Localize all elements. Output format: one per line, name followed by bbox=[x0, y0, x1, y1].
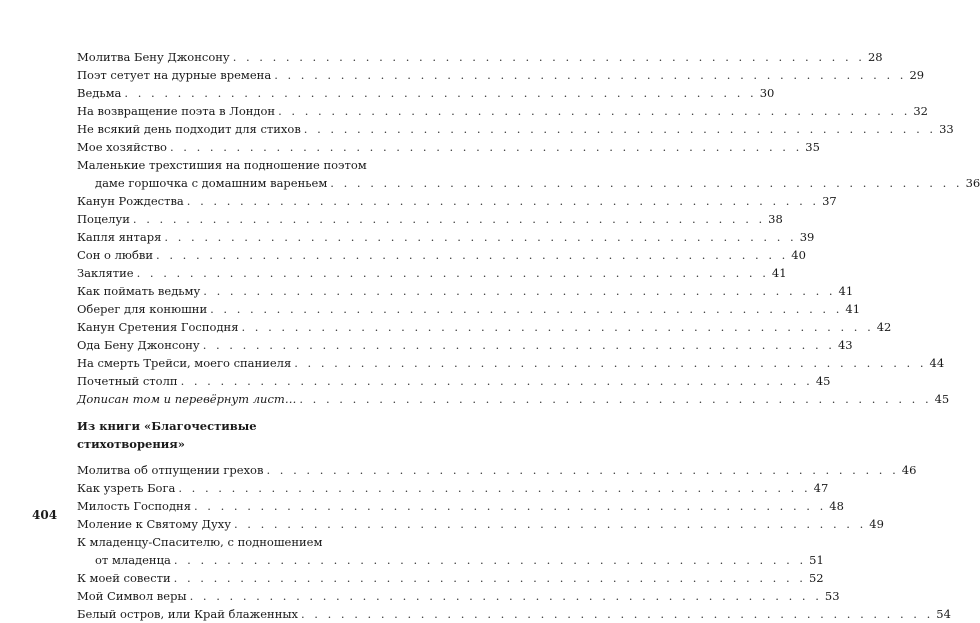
entry-page-number: 45 bbox=[815, 374, 831, 388]
toc-entry bbox=[77, 300, 861, 318]
entry-page-number: 29 bbox=[909, 68, 925, 82]
entry-page-number: 28 bbox=[867, 50, 883, 64]
entry-title: Молитва об отпущении грехов bbox=[77, 463, 264, 477]
dot-leader: . . . . . . . . . . . . . . . . . . . . . . . . . . . . . . . . . . . . . . . . . . . . . . . . bbox=[266, 463, 899, 477]
toc-entry bbox=[77, 264, 787, 282]
dot-leader: . . . . . . . . . . . . . . . . . . . . . . . . . . . . . . . . . . . . . . . . . . . . . . . . bbox=[301, 607, 934, 621]
toc-entry bbox=[77, 84, 775, 102]
entry-title-line1: К младенцу-Спасителю, с подношением bbox=[77, 535, 323, 549]
entry-page-number: 32 bbox=[913, 104, 928, 118]
entry-page-number: 37 bbox=[822, 194, 837, 208]
entry-page-number: 44 bbox=[929, 356, 945, 370]
entry-page-number: 41 bbox=[845, 302, 861, 316]
entry-title: Канун Рождества bbox=[77, 194, 184, 208]
entry-page-number: 47 bbox=[813, 481, 829, 495]
dot-leader: . . . . . . . . . . . . . . . . . . . . . . . . . . . . . . . . . . . . . . . . . . . . . . . . bbox=[241, 320, 874, 334]
dot-leader: . . . . . . . . . . . . . . . . . . . . . . . . . . . . . . . . . . . . . . . . . . . . . . . . bbox=[294, 356, 927, 370]
entry-page-number: 40 bbox=[791, 248, 806, 262]
entry-second-line bbox=[77, 174, 980, 192]
toc-entry bbox=[77, 390, 950, 408]
entry-title: Оберег для конюшни bbox=[77, 302, 208, 316]
entry-page-number: 33 bbox=[939, 122, 954, 136]
entry-page-number: 53 bbox=[824, 589, 840, 603]
entry-title: Ведьма bbox=[77, 86, 122, 100]
section-heading: Из книги «Благочестивые стихотворения» bbox=[77, 419, 257, 451]
entry-title: Белый остров, или Край блаженных bbox=[77, 607, 298, 621]
toc-entry bbox=[77, 479, 829, 497]
entry-page-number: 45 bbox=[934, 392, 950, 406]
dot-leader: . . . . . . . . . . . . . . . . . . . . . . . . . . . . . . . . . . . . . . . . . . . . . . . . bbox=[186, 194, 820, 208]
entry-title: К моей совести bbox=[77, 571, 171, 585]
entry-title: Как узреть Бога bbox=[77, 481, 176, 495]
table-of-contents bbox=[77, 48, 980, 623]
entry-title-line2: от младенца bbox=[95, 553, 171, 567]
entry-page-number: 41 bbox=[838, 284, 854, 298]
entry-page-number: 38 bbox=[768, 212, 783, 226]
entry-page-number: 39 bbox=[799, 230, 815, 244]
toc-entry bbox=[77, 192, 837, 210]
dot-leader: . . . . . . . . . . . . . . . . . . . . . . . . . . . . . . . . . . . . . . . . . . . . . . . . bbox=[203, 284, 836, 298]
toc-entry bbox=[77, 587, 840, 605]
dot-leader: . . . . . . . . . . . . . . . . . . . . . . . . . . . . . . . . . . . . . . . . . . . . . . . . bbox=[303, 122, 937, 136]
entry-title: Ода Бену Джонсону bbox=[77, 338, 200, 352]
entry-page-number: 52 bbox=[808, 571, 824, 585]
toc-entry bbox=[77, 336, 853, 354]
dot-leader: . . . . . . . . . . . . . . . . . . . . . . . . . . . . . . . . . . . . . . . . . . . . . . . . bbox=[232, 50, 865, 64]
toc-entry bbox=[77, 605, 951, 623]
dot-leader: . . . . . . . . . . . . . . . . . . . . . . . . . . . . . . . . . . . . . . . . . . . . . . . . bbox=[124, 86, 757, 100]
toc-entry bbox=[77, 246, 806, 264]
entry-title: Почетный столп bbox=[77, 374, 178, 388]
dot-leader: . . . . . . . . . . . . . . . . . . . . . . . . . . . . . . . . . . . . . . . . . . . . . . . . bbox=[178, 481, 811, 495]
entry-title: Капля янтаря bbox=[77, 230, 162, 244]
dot-leader: . . . . . . . . . . . . . . . . . . . . . . . . . . . . . . . . . . . . . . . . . . . . . . . . bbox=[210, 302, 843, 316]
entry-title: Сон о любви bbox=[77, 248, 154, 262]
entry-title: Канун Сретения Господня bbox=[77, 320, 239, 334]
entry-title: Моление к Святому Духу bbox=[77, 517, 231, 531]
dot-leader: . . . . . . . . . . . . . . . . . . . . . . . . . . . . . . . . . . . . . . . . . . . . . . . . bbox=[173, 553, 807, 567]
toc-entry bbox=[77, 497, 844, 515]
toc-entry bbox=[77, 228, 815, 246]
dot-leader: . . . . . . . . . . . . . . . . . . . . . . . . . . . . . . . . . . . . . . . . . . . . . . . . bbox=[234, 517, 867, 531]
entry-title: Милость Господня bbox=[77, 499, 191, 513]
dot-leader: . . . . . . . . . . . . . . . . . . . . . . . . . . . . . . . . . . . . . . . . . . . . . . . . bbox=[299, 392, 932, 406]
entry-page-number: 49 bbox=[869, 517, 884, 531]
entry-title: На возвращение поэта в Лондон bbox=[77, 104, 276, 118]
toc-entry bbox=[77, 318, 892, 336]
entry-page-number: 46 bbox=[901, 463, 917, 477]
entry-page-number: 51 bbox=[809, 553, 824, 567]
toc-entry bbox=[77, 461, 917, 479]
toc-entry bbox=[77, 282, 854, 300]
entry-title: На смерть Трейси, моего спаниеля bbox=[77, 356, 292, 370]
dot-leader: . . . . . . . . . . . . . . . . . . . . . . . . . . . . . . . . . . . . . . . . . . . . . . . . bbox=[164, 230, 797, 244]
dot-leader: . . . . . . . . . . . . . . . . . . . . . . . . . . . . . . . . . . . . . . . . . . . . . . . . bbox=[156, 248, 789, 262]
dot-leader: . . . . . . . . . . . . . . . . . . . . . . . . . . . . . . . . . . . . . . . . . . . . . . . . bbox=[173, 571, 806, 585]
entry-page-number: 36 bbox=[965, 176, 980, 190]
dot-leader: . . . . . . . . . . . . . . . . . . . . . . . . . . . . . . . . . . . . . . . . . . . . . . . . bbox=[330, 176, 963, 190]
toc-entry bbox=[77, 372, 831, 390]
entry-title: Не всякий день подходит для стихов bbox=[77, 122, 301, 136]
toc-entry bbox=[77, 102, 928, 120]
entry-second-line bbox=[77, 551, 824, 569]
toc-entry bbox=[77, 138, 820, 156]
dot-leader: . . . . . . . . . . . . . . . . . . . . . . . . . . . . . . . . . . . . . . . . . . . . . . . . bbox=[278, 104, 911, 118]
entry-title: Молитва Бену Джонсону bbox=[77, 50, 230, 64]
entry-title-line2: даме горшочка с домашним вареньем bbox=[95, 176, 328, 190]
dot-leader: . . . . . . . . . . . . . . . . . . . . . . . . . . . . . . . . . . . . . . . . . . . . . . . . bbox=[132, 212, 766, 226]
entry-page-number: 54 bbox=[936, 607, 951, 621]
entry-page-number: 48 bbox=[829, 499, 844, 513]
dot-leader: . . . . . . . . . . . . . . . . . . . . . . . . . . . . . . . . . . . . . . . . . . . . . . . . bbox=[180, 374, 813, 388]
entry-title: Мой Символ веры bbox=[77, 589, 187, 603]
toc-entry bbox=[77, 354, 945, 372]
dot-leader: . . . . . . . . . . . . . . . . . . . . . . . . . . . . . . . . . . . . . . . . . . . . . . . . bbox=[202, 338, 835, 352]
entry-page-number: 42 bbox=[876, 320, 892, 334]
toc-entry bbox=[77, 120, 954, 138]
toc-entry bbox=[77, 66, 925, 84]
entry-page-number: 41 bbox=[771, 266, 787, 280]
entry-title: Дописан том и перевёрнут лист… bbox=[77, 392, 297, 406]
toc-entry bbox=[77, 533, 824, 569]
dot-leader: . . . . . . . . . . . . . . . . . . . . . . . . . . . . . . . . . . . . . . . . . . . . . . . . bbox=[136, 266, 769, 280]
entry-page-number: 43 bbox=[837, 338, 853, 352]
entry-page-number: 35 bbox=[805, 140, 820, 154]
toc-entry bbox=[77, 210, 783, 228]
toc-entry bbox=[77, 48, 883, 66]
toc-entry bbox=[77, 569, 824, 587]
entry-title: Как поймать ведьму bbox=[77, 284, 201, 298]
entry-title: Поцелуи bbox=[77, 212, 130, 226]
page-number: 404 bbox=[32, 508, 58, 522]
entry-title: Мое хозяйство bbox=[77, 140, 167, 154]
dot-leader: . . . . . . . . . . . . . . . . . . . . . . . . . . . . . . . . . . . . . . . . . . . . . . . . bbox=[193, 499, 827, 513]
toc-entry bbox=[77, 156, 980, 192]
entry-title-line1: Маленькие трехстишия на подношение поэтом bbox=[77, 158, 367, 172]
entry-title: Заклятие bbox=[77, 266, 134, 280]
entry-page-number: 30 bbox=[759, 86, 775, 100]
dot-leader: . . . . . . . . . . . . . . . . . . . . . . . . . . . . . . . . . . . . . . . . . . . . . . . . bbox=[189, 589, 822, 603]
dot-leader: . . . . . . . . . . . . . . . . . . . . . . . . . . . . . . . . . . . . . . . . . . . . . . . . bbox=[274, 68, 907, 82]
entry-title: Поэт сетует на дурные времена bbox=[77, 68, 272, 82]
dot-leader: . . . . . . . . . . . . . . . . . . . . . . . . . . . . . . . . . . . . . . . . . . . . . . . . bbox=[169, 140, 803, 154]
toc-entry bbox=[77, 515, 884, 533]
